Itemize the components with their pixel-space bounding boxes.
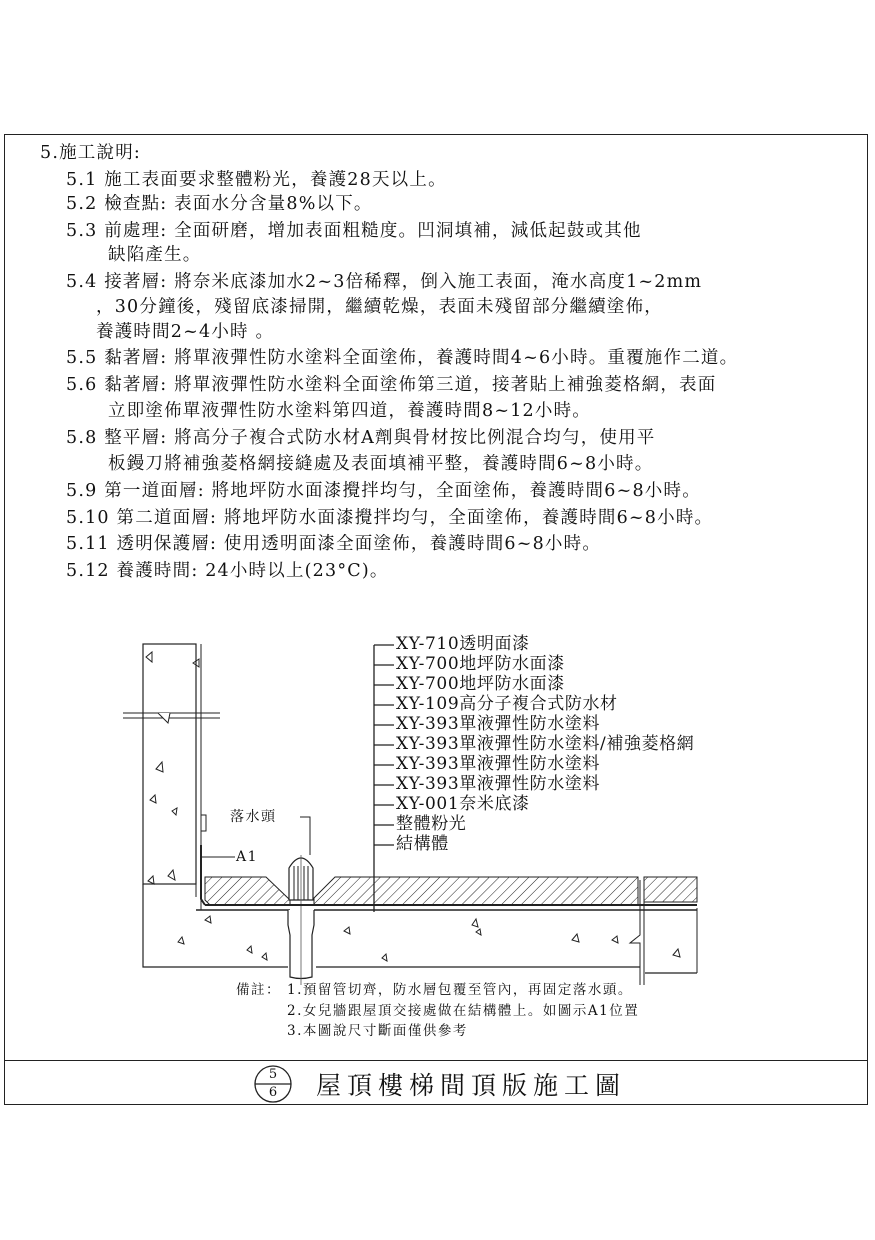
note-5-6-cont: 立即塗佈單液彈性防水塗料第四道，養護時間8~12小時。 xyxy=(108,401,591,421)
note-5-5: 5.5 黏著層: 將單液彈性防水塗料全面塗佈，養護時間4~6小時。重覆施作二道。 xyxy=(66,348,739,368)
drain-leader xyxy=(300,817,310,855)
note-5-11: 5.11 透明保護層: 使用透明面漆全面塗佈，養護時間6~8小時。 xyxy=(66,534,602,554)
legend-leaders xyxy=(374,645,394,912)
remark-item: 2.女兒牆跟屋頂交接處做在結構體上。如圖示A1位置 xyxy=(287,1003,640,1019)
layer-label: XY-393單液彈性防水塗料/補強菱格網 xyxy=(396,734,695,754)
drawing-title: 屋頂樓梯間頂版施工圖 xyxy=(316,1071,627,1100)
layer-label: XY-109高分子複合式防水材 xyxy=(396,694,618,714)
note-5-2: 5.2 檢查點: 表面水分含量8%以下。 xyxy=(66,194,373,214)
sheet-number: 6 xyxy=(268,1085,278,1100)
drain-label: 落水頭 xyxy=(230,809,277,825)
note-5-8-cont: 板鏝刀將補強菱格網接縫處及表面填補平整，養護時間6~8小時。 xyxy=(108,454,654,474)
layer-label: XY-393單液彈性防水塗料 xyxy=(396,714,601,734)
layer-label: XY-001奈米底漆 xyxy=(396,794,530,814)
remark-item: 3.本圖說尺寸斷面僅供參考 xyxy=(287,1023,468,1039)
layer-label: XY-393單液彈性防水塗料 xyxy=(396,754,601,774)
detail-badge-numbers xyxy=(253,1064,293,1104)
layer-label: 結構體 xyxy=(396,834,449,854)
note-5-4-cont-1: ，30分鐘後，殘留底漆掃開，繼續乾燥，表面未殘留部分繼續塗佈， xyxy=(96,297,663,317)
note-5-6: 5.6 黏著層: 將單液彈性防水塗料全面塗佈第三道，接著貼上補強菱格網，表面 xyxy=(66,375,717,395)
layer-label: XY-710透明面漆 xyxy=(396,634,530,654)
note-5-10: 5.10 第二道面層: 將地坪防水面漆攪拌均勻，全面塗佈，養護時間6~8小時。 xyxy=(66,508,714,528)
note-5-9: 5.9 第一道面層: 將地坪防水面漆攪拌均勻，全面塗佈，養護時間6~8小時。 xyxy=(66,481,701,501)
remark-item: 1.預留管切齊，防水層包覆至管內，再固定落水頭。 xyxy=(287,982,633,998)
note-5-8: 5.8 整平層: 將高分子複合式防水材A劑與骨材按比例混合均勻，使用平 xyxy=(66,428,656,448)
note-5-4-cont-2: 養護時間2~4小時 。 xyxy=(96,322,275,342)
note-5-12: 5.12 養護時間: 24小時以上(23°C)。 xyxy=(66,561,389,581)
note-5-3: 5.3 前處理: 全面研磨，增加表面粗糙度。凹洞填補，減低起鼓或其他 xyxy=(66,221,642,241)
remarks-label: 備註： xyxy=(236,982,281,998)
roof-drain xyxy=(286,855,316,985)
note-5-4: 5.4 接著層: 將奈米底漆加水2~3倍稀釋，倒入施工表面，淹水高度1~2mm xyxy=(66,272,703,292)
layer-label: 整體粉光 xyxy=(396,814,467,834)
layer-label: XY-700地坪防水面漆 xyxy=(396,674,565,694)
parapet-wall xyxy=(143,644,201,910)
a1-marker-label: A1 xyxy=(236,849,259,865)
layer-label: XY-700地坪防水面漆 xyxy=(396,654,565,674)
detail-number: 5 xyxy=(268,1067,278,1082)
notes-heading: 5.施工說明: xyxy=(40,143,141,163)
note-5-3-cont: 缺陷產生。 xyxy=(108,245,202,265)
layer-label: XY-393單液彈性防水塗料 xyxy=(396,774,601,794)
note-5-1: 5.1 施工表面要求整體粉光，養護28天以上。 xyxy=(66,170,447,190)
